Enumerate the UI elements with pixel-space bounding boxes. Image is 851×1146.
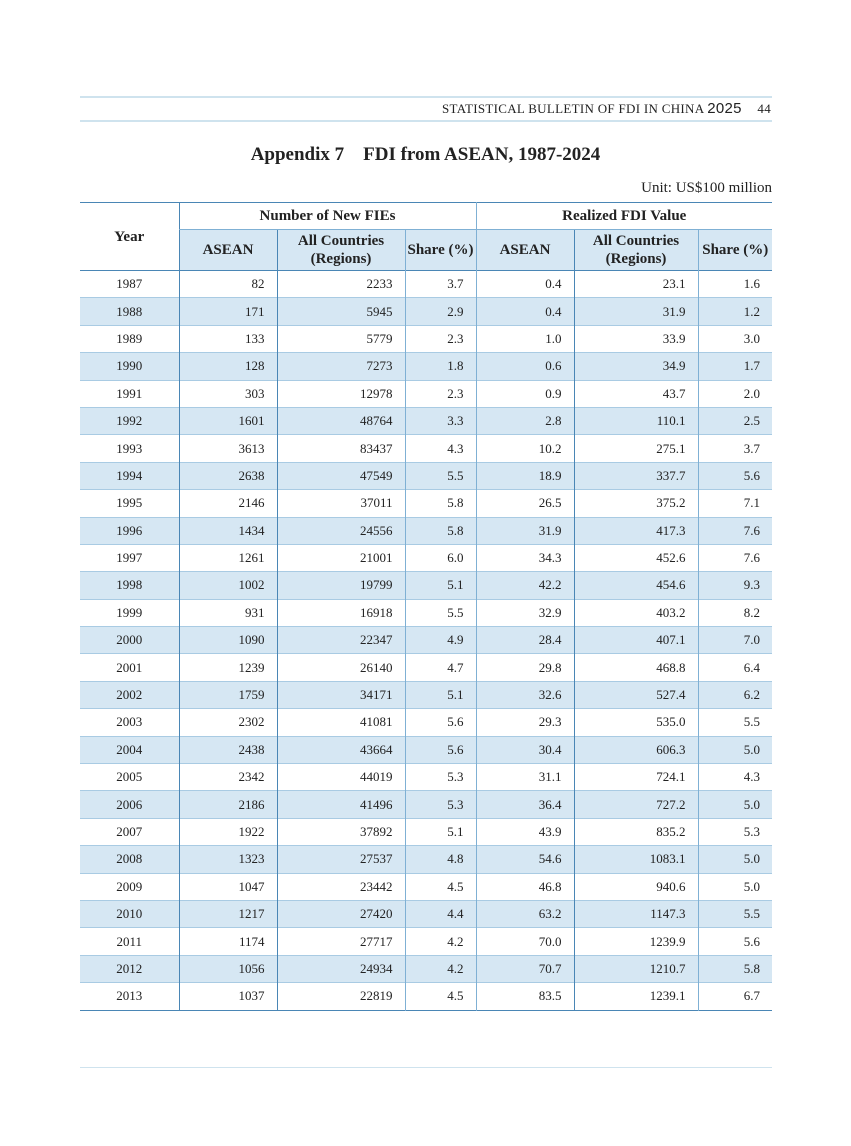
value-cell: 28.4 <box>476 627 574 654</box>
value-cell: 0.4 <box>476 298 574 325</box>
year-cell: 2007 <box>80 818 179 845</box>
table-row <box>80 846 772 873</box>
value-cell: 3.7 <box>698 435 772 462</box>
value-cell: 3.0 <box>698 325 772 352</box>
value-cell: 82 <box>179 271 277 298</box>
value-cell: 1217 <box>179 900 277 927</box>
value-cell: 47549 <box>277 462 405 489</box>
table-row <box>80 764 772 791</box>
value-cell: 70.7 <box>476 955 574 982</box>
value-cell: 31.1 <box>476 764 574 791</box>
value-cell: 1601 <box>179 407 277 434</box>
value-cell: 27717 <box>277 928 405 955</box>
value-cell: 4.8 <box>405 846 476 873</box>
value-cell: 0.6 <box>476 353 574 380</box>
table-row <box>80 407 772 434</box>
running-head-year: 2025 <box>707 100 742 117</box>
running-head-text: STATISTICAL BULLETIN OF FDI IN CHINA <box>442 101 704 116</box>
year-cell: 1994 <box>80 462 179 489</box>
value-cell: 5.1 <box>405 572 476 599</box>
value-cell: 34171 <box>277 681 405 708</box>
year-cell: 1988 <box>80 298 179 325</box>
group-header-new-fies: Number of New FIEs <box>179 203 476 230</box>
value-cell: 1239 <box>179 654 277 681</box>
table-row <box>80 380 772 407</box>
value-cell: 2146 <box>179 490 277 517</box>
table-row <box>80 572 772 599</box>
value-cell: 2.5 <box>698 407 772 434</box>
value-cell: 727.2 <box>574 791 698 818</box>
value-cell: 48764 <box>277 407 405 434</box>
value-cell: 5.5 <box>698 900 772 927</box>
value-cell: 931 <box>179 599 277 626</box>
value-cell: 1323 <box>179 846 277 873</box>
year-cell: 1991 <box>80 380 179 407</box>
value-cell: 4.2 <box>405 955 476 982</box>
value-cell: 29.3 <box>476 709 574 736</box>
year-cell: 2010 <box>80 900 179 927</box>
value-cell: 6.4 <box>698 654 772 681</box>
value-cell: 83.5 <box>476 983 574 1010</box>
year-cell: 2000 <box>80 627 179 654</box>
value-cell: 36.4 <box>476 791 574 818</box>
table-row <box>80 627 772 654</box>
value-cell: 1210.7 <box>574 955 698 982</box>
value-cell: 3.7 <box>405 271 476 298</box>
value-cell: 26.5 <box>476 490 574 517</box>
value-cell: 41081 <box>277 709 405 736</box>
year-cell: 2012 <box>80 955 179 982</box>
table-row <box>80 353 772 380</box>
value-cell: 8.2 <box>698 599 772 626</box>
value-cell: 1.2 <box>698 298 772 325</box>
value-cell: 2.3 <box>405 325 476 352</box>
value-cell: 43.7 <box>574 380 698 407</box>
group-header-realized-fdi: Realized FDI Value <box>476 203 772 230</box>
value-cell: 1759 <box>179 681 277 708</box>
value-cell: 83437 <box>277 435 405 462</box>
value-cell: 2638 <box>179 462 277 489</box>
value-cell: 7273 <box>277 353 405 380</box>
value-cell: 12978 <box>277 380 405 407</box>
year-cell: 1998 <box>80 572 179 599</box>
table-row <box>80 928 772 955</box>
year-cell: 2008 <box>80 846 179 873</box>
value-cell: 31.9 <box>476 517 574 544</box>
value-cell: 2342 <box>179 764 277 791</box>
value-cell: 63.2 <box>476 900 574 927</box>
table-row <box>80 544 772 571</box>
value-cell: 7.1 <box>698 490 772 517</box>
value-cell: 4.4 <box>405 900 476 927</box>
value-cell: 4.7 <box>405 654 476 681</box>
value-cell: 34.9 <box>574 353 698 380</box>
table-row <box>80 490 772 517</box>
running-head <box>442 100 771 117</box>
value-cell: 1056 <box>179 955 277 982</box>
year-cell: 1996 <box>80 517 179 544</box>
value-cell: 3.3 <box>405 407 476 434</box>
value-cell: 5779 <box>277 325 405 352</box>
value-cell: 1002 <box>179 572 277 599</box>
year-cell: 1997 <box>80 544 179 571</box>
table-row <box>80 271 772 298</box>
value-cell: 21001 <box>277 544 405 571</box>
value-cell: 5.6 <box>405 736 476 763</box>
value-cell: 303 <box>179 380 277 407</box>
value-cell: 128 <box>179 353 277 380</box>
value-cell: 5.0 <box>698 791 772 818</box>
year-cell: 2004 <box>80 736 179 763</box>
value-cell: 1922 <box>179 818 277 845</box>
year-cell: 2005 <box>80 764 179 791</box>
table-row <box>80 681 772 708</box>
value-cell: 54.6 <box>476 846 574 873</box>
value-cell: 9.3 <box>698 572 772 599</box>
value-cell: 1047 <box>179 873 277 900</box>
value-cell: 1.6 <box>698 271 772 298</box>
year-cell: 1987 <box>80 271 179 298</box>
col-header: ASEAN <box>179 230 277 271</box>
value-cell: 5.6 <box>698 462 772 489</box>
value-cell: 7.6 <box>698 544 772 571</box>
value-cell: 43664 <box>277 736 405 763</box>
value-cell: 5.8 <box>698 955 772 982</box>
table-row <box>80 435 772 462</box>
year-cell: 2013 <box>80 983 179 1010</box>
value-cell: 5.6 <box>405 709 476 736</box>
value-cell: 403.2 <box>574 599 698 626</box>
year-cell: 1992 <box>80 407 179 434</box>
value-cell: 2438 <box>179 736 277 763</box>
value-cell: 4.9 <box>405 627 476 654</box>
value-cell: 1037 <box>179 983 277 1010</box>
col-header: ASEAN <box>476 230 574 271</box>
value-cell: 468.8 <box>574 654 698 681</box>
year-cell: 1995 <box>80 490 179 517</box>
value-cell: 34.3 <box>476 544 574 571</box>
value-cell: 1083.1 <box>574 846 698 873</box>
value-cell: 606.3 <box>574 736 698 763</box>
table-row <box>80 325 772 352</box>
value-cell: 70.0 <box>476 928 574 955</box>
value-cell: 7.0 <box>698 627 772 654</box>
value-cell: 5.5 <box>405 599 476 626</box>
table-row <box>80 599 772 626</box>
year-cell: 2003 <box>80 709 179 736</box>
value-cell: 1147.3 <box>574 900 698 927</box>
value-cell: 23.1 <box>574 271 698 298</box>
table-row <box>80 955 772 982</box>
value-cell: 5.0 <box>698 873 772 900</box>
value-cell: 407.1 <box>574 627 698 654</box>
value-cell: 32.9 <box>476 599 574 626</box>
table-row <box>80 983 772 1010</box>
year-cell: 2001 <box>80 654 179 681</box>
year-cell: 2011 <box>80 928 179 955</box>
value-cell: 30.4 <box>476 736 574 763</box>
value-cell: 5.6 <box>698 928 772 955</box>
value-cell: 1090 <box>179 627 277 654</box>
value-cell: 275.1 <box>574 435 698 462</box>
table-row <box>80 298 772 325</box>
value-cell: 535.0 <box>574 709 698 736</box>
value-cell: 24934 <box>277 955 405 982</box>
header-rule-bottom <box>80 120 772 122</box>
table-row <box>80 709 772 736</box>
value-cell: 375.2 <box>574 490 698 517</box>
page-number: 44 <box>757 101 771 116</box>
value-cell: 454.6 <box>574 572 698 599</box>
value-cell: 37892 <box>277 818 405 845</box>
table-row <box>80 818 772 845</box>
page-title: Appendix 7 FDI from ASEAN, 1987-2024 <box>250 144 601 165</box>
year-cell: 2009 <box>80 873 179 900</box>
value-cell: 417.3 <box>574 517 698 544</box>
table-row <box>80 736 772 763</box>
table-row <box>80 791 772 818</box>
unit-label: Unit: US$100 million <box>641 180 772 196</box>
value-cell: 4.2 <box>405 928 476 955</box>
table-row <box>80 900 772 927</box>
value-cell: 5.8 <box>405 517 476 544</box>
year-header: Year <box>114 228 145 245</box>
year-cell: 1990 <box>80 353 179 380</box>
table-body <box>80 271 772 1011</box>
value-cell: 4.3 <box>698 764 772 791</box>
footer-rule <box>80 1067 772 1068</box>
value-cell: 4.3 <box>405 435 476 462</box>
col-header: Share (%) <box>698 230 772 271</box>
value-cell: 22347 <box>277 627 405 654</box>
value-cell: 4.5 <box>405 873 476 900</box>
value-cell: 1239.1 <box>574 983 698 1010</box>
value-cell: 43.9 <box>476 818 574 845</box>
value-cell: 2.9 <box>405 298 476 325</box>
value-cell: 2.8 <box>476 407 574 434</box>
value-cell: 133 <box>179 325 277 352</box>
value-cell: 3613 <box>179 435 277 462</box>
header-rule-top <box>80 96 772 98</box>
value-cell: 19799 <box>277 572 405 599</box>
table-row <box>80 873 772 900</box>
col-header: All Countries (Regions) <box>574 230 698 271</box>
value-cell: 6.2 <box>698 681 772 708</box>
value-cell: 5.5 <box>405 462 476 489</box>
value-cell: 5.0 <box>698 846 772 873</box>
year-cell: 1999 <box>80 599 179 626</box>
table-row <box>80 654 772 681</box>
value-cell: 0.4 <box>476 271 574 298</box>
value-cell: 26140 <box>277 654 405 681</box>
year-cell: 1993 <box>80 435 179 462</box>
value-cell: 5.1 <box>405 681 476 708</box>
value-cell: 24556 <box>277 517 405 544</box>
value-cell: 2.0 <box>698 380 772 407</box>
value-cell: 27537 <box>277 846 405 873</box>
value-cell: 1434 <box>179 517 277 544</box>
value-cell: 27420 <box>277 900 405 927</box>
value-cell: 5945 <box>277 298 405 325</box>
value-cell: 22819 <box>277 983 405 1010</box>
year-cell: 2006 <box>80 791 179 818</box>
value-cell: 2186 <box>179 791 277 818</box>
value-cell: 1174 <box>179 928 277 955</box>
value-cell: 5.3 <box>698 818 772 845</box>
value-cell: 1.8 <box>405 353 476 380</box>
col-header: Share (%) <box>405 230 476 271</box>
fdi-table <box>80 202 772 1011</box>
value-cell: 5.0 <box>698 736 772 763</box>
value-cell: 835.2 <box>574 818 698 845</box>
value-cell: 42.2 <box>476 572 574 599</box>
value-cell: 29.8 <box>476 654 574 681</box>
value-cell: 337.7 <box>574 462 698 489</box>
table-row <box>80 517 772 544</box>
value-cell: 452.6 <box>574 544 698 571</box>
year-cell: 1989 <box>80 325 179 352</box>
value-cell: 32.6 <box>476 681 574 708</box>
value-cell: 46.8 <box>476 873 574 900</box>
value-cell: 1261 <box>179 544 277 571</box>
value-cell: 2302 <box>179 709 277 736</box>
value-cell: 6.7 <box>698 983 772 1010</box>
value-cell: 5.3 <box>405 764 476 791</box>
value-cell: 527.4 <box>574 681 698 708</box>
value-cell: 37011 <box>277 490 405 517</box>
value-cell: 7.6 <box>698 517 772 544</box>
value-cell: 6.0 <box>405 544 476 571</box>
value-cell: 16918 <box>277 599 405 626</box>
col-header: All Countries (Regions) <box>277 230 405 271</box>
value-cell: 5.1 <box>405 818 476 845</box>
value-cell: 5.5 <box>698 709 772 736</box>
value-cell: 2.3 <box>405 380 476 407</box>
value-cell: 4.5 <box>405 983 476 1010</box>
value-cell: 940.6 <box>574 873 698 900</box>
value-cell: 1239.9 <box>574 928 698 955</box>
value-cell: 41496 <box>277 791 405 818</box>
value-cell: 31.9 <box>574 298 698 325</box>
value-cell: 44019 <box>277 764 405 791</box>
value-cell: 1.7 <box>698 353 772 380</box>
value-cell: 18.9 <box>476 462 574 489</box>
value-cell: 2233 <box>277 271 405 298</box>
value-cell: 23442 <box>277 873 405 900</box>
value-cell: 5.8 <box>405 490 476 517</box>
value-cell: 724.1 <box>574 764 698 791</box>
value-cell: 110.1 <box>574 407 698 434</box>
value-cell: 33.9 <box>574 325 698 352</box>
year-cell: 2002 <box>80 681 179 708</box>
value-cell: 5.3 <box>405 791 476 818</box>
value-cell: 1.0 <box>476 325 574 352</box>
value-cell: 171 <box>179 298 277 325</box>
table-row <box>80 462 772 489</box>
value-cell: 10.2 <box>476 435 574 462</box>
value-cell: 0.9 <box>476 380 574 407</box>
